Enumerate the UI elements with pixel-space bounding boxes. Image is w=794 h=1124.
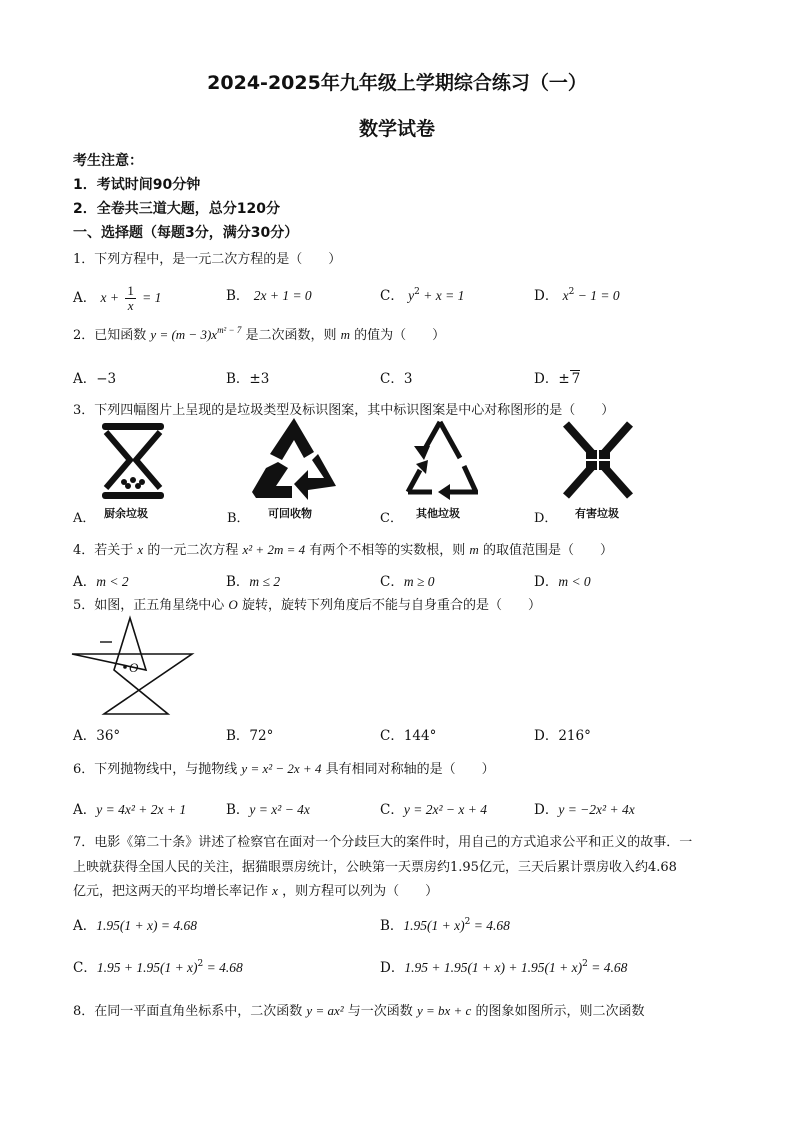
q3-caption-c: 其他垃圾 (416, 507, 460, 520)
q3-option-a-label: A． (73, 511, 96, 526)
q1-fraction: $\frac{1}{x}$ (127, 283, 134, 313)
q3-caption-a: 厨余垃圾 (104, 507, 148, 520)
q3-caption-b: 可回收物 (268, 507, 312, 520)
q5-option-b: B．72° (226, 728, 274, 744)
q1-stem: 1．下列方程中，是一元二次方程的是（ ） (73, 252, 342, 267)
q6-option-c: C．y = 2x² − x + 4 (380, 802, 487, 818)
q7-line-3: 亿元，把这两天的平均增长率记作 x ，则方程可以列为（ ） (73, 883, 439, 899)
pentagram-center-label: O (129, 660, 139, 675)
recycle-icon (248, 414, 340, 502)
other-waste-icon (402, 418, 478, 504)
q1-option-a: A． x + $\frac{1}{x}$ = 1 (73, 283, 162, 313)
notes-item-2: 2．全卷共三道大题，总分120分 (73, 201, 280, 217)
q2-option-c: C．3 (380, 371, 413, 387)
q3-option-c-label: C． (380, 511, 403, 526)
q5-option-a: A．36° (73, 728, 121, 744)
q6-option-d: D．y = −2x² + 4x (534, 802, 635, 818)
q5-stem: 5．如图，正五角星绕中心 O 旋转，旋转下列角度后不能与自身重合的是（ ） (73, 597, 541, 613)
q4-option-a: A．m < 2 (73, 574, 129, 590)
q3-caption-d: 有害垃圾 (575, 507, 619, 520)
q2-stem: 2．已知函数 $y = (m - 3)x^{m^2 - 7}$ 是二次函数，则 m 的值为（ ） (73, 325, 446, 343)
q4-option-d: D．m < 0 (534, 574, 591, 590)
q7-option-c: C．$1.95 + 1.95(1 + x)^2 = 4.68$ (73, 959, 243, 976)
q3-stem: 3．下列四幅图片上呈现的是垃圾类型及标识图案，其中标识图案是中心对称图形的是（ ） (73, 403, 615, 418)
q2-option-a: A．−3 (73, 371, 117, 387)
q4-option-b: B．m ≤ 2 (226, 574, 281, 590)
q1-option-c: C． $y^2 + x = 1$ (380, 287, 465, 304)
q7-option-b: B．$1.95(1 + x)^2 = 4.68$ (380, 917, 510, 934)
q1-options (73, 272, 773, 312)
q2-option-d: D．± 7 (534, 371, 581, 387)
q6-stem: 6．下列抛物线中，与抛物线 y = x² − 2x + 4 具有相同对称轴的是（ ） (73, 761, 495, 777)
q3-option-d-label: D． (534, 511, 558, 526)
q3-option-b-label: B． (227, 511, 250, 526)
notes-item-1: 1．考试时间90分钟 (73, 177, 201, 193)
hazardous-waste-icon (560, 418, 636, 502)
q7-line-1: 7．电影《第二十条》讲述了检察官在面对一个分歧巨大的案件时，用自己的方式追求公平和正义的故事．一 (73, 835, 693, 850)
exam-subtitle: 数学试卷 (358, 118, 435, 140)
q1-option-d: D． $x^2 - 1 = 0$ (534, 287, 620, 304)
q6-option-a: A．y = 4x² + 2x + 1 (73, 802, 187, 818)
kitchen-waste-icon (98, 420, 168, 500)
notes-heading: 考生注意： (73, 153, 143, 169)
q7-line-2: 上映就获得全国人民的关注，据猫眼票房统计，公映第一天票房约1.95亿元，三天后累计票房收入约4.68 (73, 860, 677, 875)
q8-stem: 8．在同一平面直角坐标系中，二次函数 y = ax² 与一次函数 y = bx + c 的图象如图所示，则二次函数 (73, 1003, 645, 1019)
q5-option-d: D．216° (534, 728, 591, 744)
section-heading: 一、选择题（每题3分，满分30分） (73, 225, 299, 241)
q1-option-b: B． 2x + 1 = 0 (226, 288, 312, 304)
exam-title: 2024-2025年九年级上学期综合练习（一） (207, 72, 587, 94)
q4-option-c: C．m ≥ 0 (380, 574, 435, 590)
q7-option-a: A．1.95(1 + x) = 4.68 (73, 918, 197, 934)
q4-stem: 4．若关于 x 的一元二次方程 x² + 2m = 4 有两个不相等的实数根，则 m 的取值范围是（ ） (73, 542, 613, 558)
q7-option-d: D．$1.95 + 1.95(1 + x) + 1.95(1 + x)^2 = 4.68$ (380, 959, 628, 976)
q5-option-c: C．144° (380, 728, 437, 744)
q2-option-b: B．±3 (226, 371, 270, 387)
q6-option-b: B．y = x² − 4x (226, 802, 310, 818)
